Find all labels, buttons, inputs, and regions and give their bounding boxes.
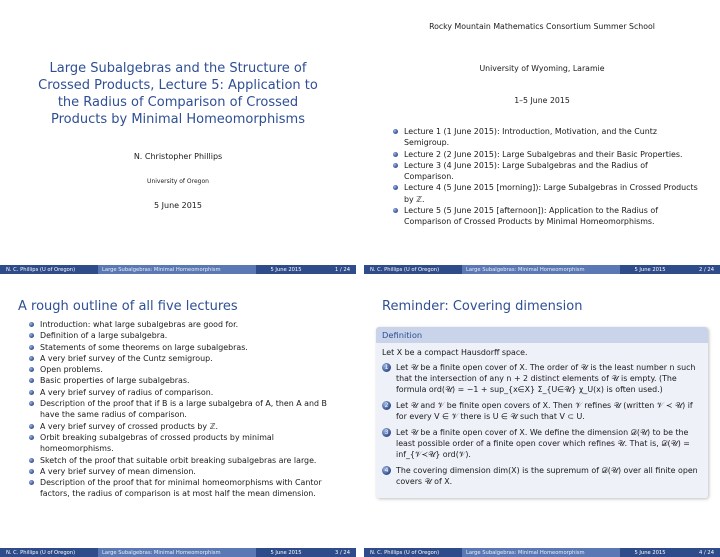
slide-4-footer: [364, 548, 720, 557]
footer-date: 5 June 2015: [270, 549, 302, 556]
definition-text: Let 𝒰 be a finite open cover of X. The order of 𝒰 is the least number n such that the intersection of any n + 2 distinct elements of 𝒰 is empty. (The formula ord(𝒰) = −1 + sup_{x∈X} Σ_{U∈𝒰} χ_U(x) is often used.): [396, 363, 696, 394]
footer-page: 2 / 24: [699, 266, 714, 273]
definition-text: The covering dimension dim(X) is the supremum of 𝒟(𝒰) over all finite open covers 𝒰 of X.: [396, 466, 698, 486]
definition-list: [382, 362, 702, 487]
list-item: A very brief survey of crossed products by ℤ.: [28, 421, 334, 432]
list-item: A very brief survey of radius of comparison.: [28, 387, 334, 398]
list-item: [382, 427, 702, 460]
university: University of Wyoming, Laramie: [479, 64, 605, 73]
slide-1-date: 5 June 2015: [154, 201, 202, 210]
list-item: [382, 400, 702, 422]
slide-1-title: Large Subalgebras and the Structure of Crossed Products, Lecture 5: Application to the Radius of Comparison of Crossed Products by Minimal Homeomorphisms: [38, 61, 318, 127]
definition-text: Let 𝒰 be a finite open cover of X. We define the dimension 𝒟(𝒰) to be the least possible order of a finite open cover which refines 𝒰. That is, 𝒟(𝒰) = inf_{𝒱≺𝒰} ord(𝒱).: [396, 428, 690, 459]
slide-1-footer: [0, 265, 356, 274]
slide-1: [0, 0, 356, 274]
list-item: Description of the proof that for minimal homeomorphisms with Cantor factors, the radius of comparison is at most half the mean dimension.: [28, 477, 334, 500]
slide-4-title: Reminder: Covering dimension: [382, 299, 583, 314]
definition-text: Let 𝒰 and 𝒱 be finite open covers of X. Then 𝒱 refines 𝒰 (written 𝒱 ≺ 𝒰) if for every V ∈ 𝒱 there is U ∈ 𝒰 such that V ⊂ U.: [396, 401, 693, 421]
definition-block: [376, 327, 708, 498]
footer-short-title: Large Subalgebras: Minimal Homeomorphism: [462, 548, 620, 557]
list-item: A very brief survey of the Cuntz semigroup.: [28, 353, 334, 364]
slide-1-author: N. Christopher Phillips: [133, 152, 223, 161]
event-dates: 1–5 June 2015: [514, 96, 570, 105]
slide-4: [364, 283, 720, 557]
slide-3-footer: [0, 548, 356, 557]
list-item: Description of the proof that if B is a large subalgebra of A, then A and B have the same radius of comparison.: [28, 398, 334, 421]
definition-body: [376, 343, 708, 498]
footer-author: N. C. Phillips (U of Oregon): [6, 266, 76, 273]
number-marker: 3: [382, 428, 391, 437]
footer-date: 5 June 2015: [270, 266, 302, 273]
footer-author: N. C. Phillips (U of Oregon): [370, 549, 440, 556]
list-item: Lecture 4 (5 June 2015 [morning]): Large Subalgebras in Crossed Products by ℤ.: [392, 182, 700, 205]
list-item: Orbit breaking subalgebras of crossed products by minimal homeomorphisms.: [28, 432, 334, 455]
school-name: Rocky Mountain Mathematics Consortium Summer School: [429, 22, 655, 31]
list-item: [382, 362, 702, 395]
number-marker: 1: [382, 363, 391, 372]
footer-short-title: Large Subalgebras: Minimal Homeomorphism: [462, 265, 620, 274]
list-item: Open problems.: [28, 364, 334, 375]
list-item: A very brief survey of mean dimension.: [28, 466, 334, 477]
list-item: Lecture 2 (2 June 2015): Large Subalgebras and their Basic Properties.: [392, 149, 700, 160]
definition-intro: Let X be a compact Hausdorff space.: [382, 348, 528, 357]
list-item: Lecture 5 (5 June 2015 [afternoon]): Application to the Radius of Comparison of Crossed Products by Minimal Homeomorphisms.: [392, 205, 700, 228]
list-item: Lecture 1 (1 June 2015): Introduction, Motivation, and the Cuntz Semigroup.: [392, 126, 700, 149]
footer-author: N. C. Phillips (U of Oregon): [6, 549, 76, 556]
lecture-list: [392, 126, 700, 228]
footer-date: 5 June 2015: [634, 549, 666, 556]
list-item: Sketch of the proof that suitable orbit breaking subalgebras are large.: [28, 455, 334, 466]
footer-page: 4 / 24: [699, 549, 714, 556]
list-item: Basic properties of large subalgebras.: [28, 375, 334, 386]
definition-heading: Definition: [376, 327, 708, 343]
slide-3-title: A rough outline of all five lectures: [18, 299, 238, 314]
footer-date: 5 June 2015: [634, 266, 666, 273]
slide-1-institution: University of Oregon: [147, 178, 209, 185]
slide-2-footer: [364, 265, 720, 274]
footer-short-title: Large Subalgebras: Minimal Homeomorphism: [98, 265, 256, 274]
footer-short-title: Large Subalgebras: Minimal Homeomorphism: [98, 548, 256, 557]
list-item: Lecture 3 (4 June 2015): Large Subalgebras and the Radius of Comparison.: [392, 160, 700, 183]
list-item: Statements of some theorems on large subalgebras.: [28, 342, 334, 353]
number-marker: 2: [382, 401, 391, 410]
list-item: Introduction: what large subalgebras are good for.: [28, 319, 334, 330]
footer-page: 1 / 24: [335, 266, 350, 273]
slide-2: [364, 0, 720, 274]
slide-3: [0, 283, 356, 557]
footer-page: 3 / 24: [335, 549, 350, 556]
outline-list: [28, 319, 334, 500]
list-item: [382, 465, 702, 487]
footer-author: N. C. Phillips (U of Oregon): [370, 266, 440, 273]
list-item: Definition of a large subalgebra.: [28, 330, 334, 341]
number-marker: 4: [382, 466, 391, 475]
